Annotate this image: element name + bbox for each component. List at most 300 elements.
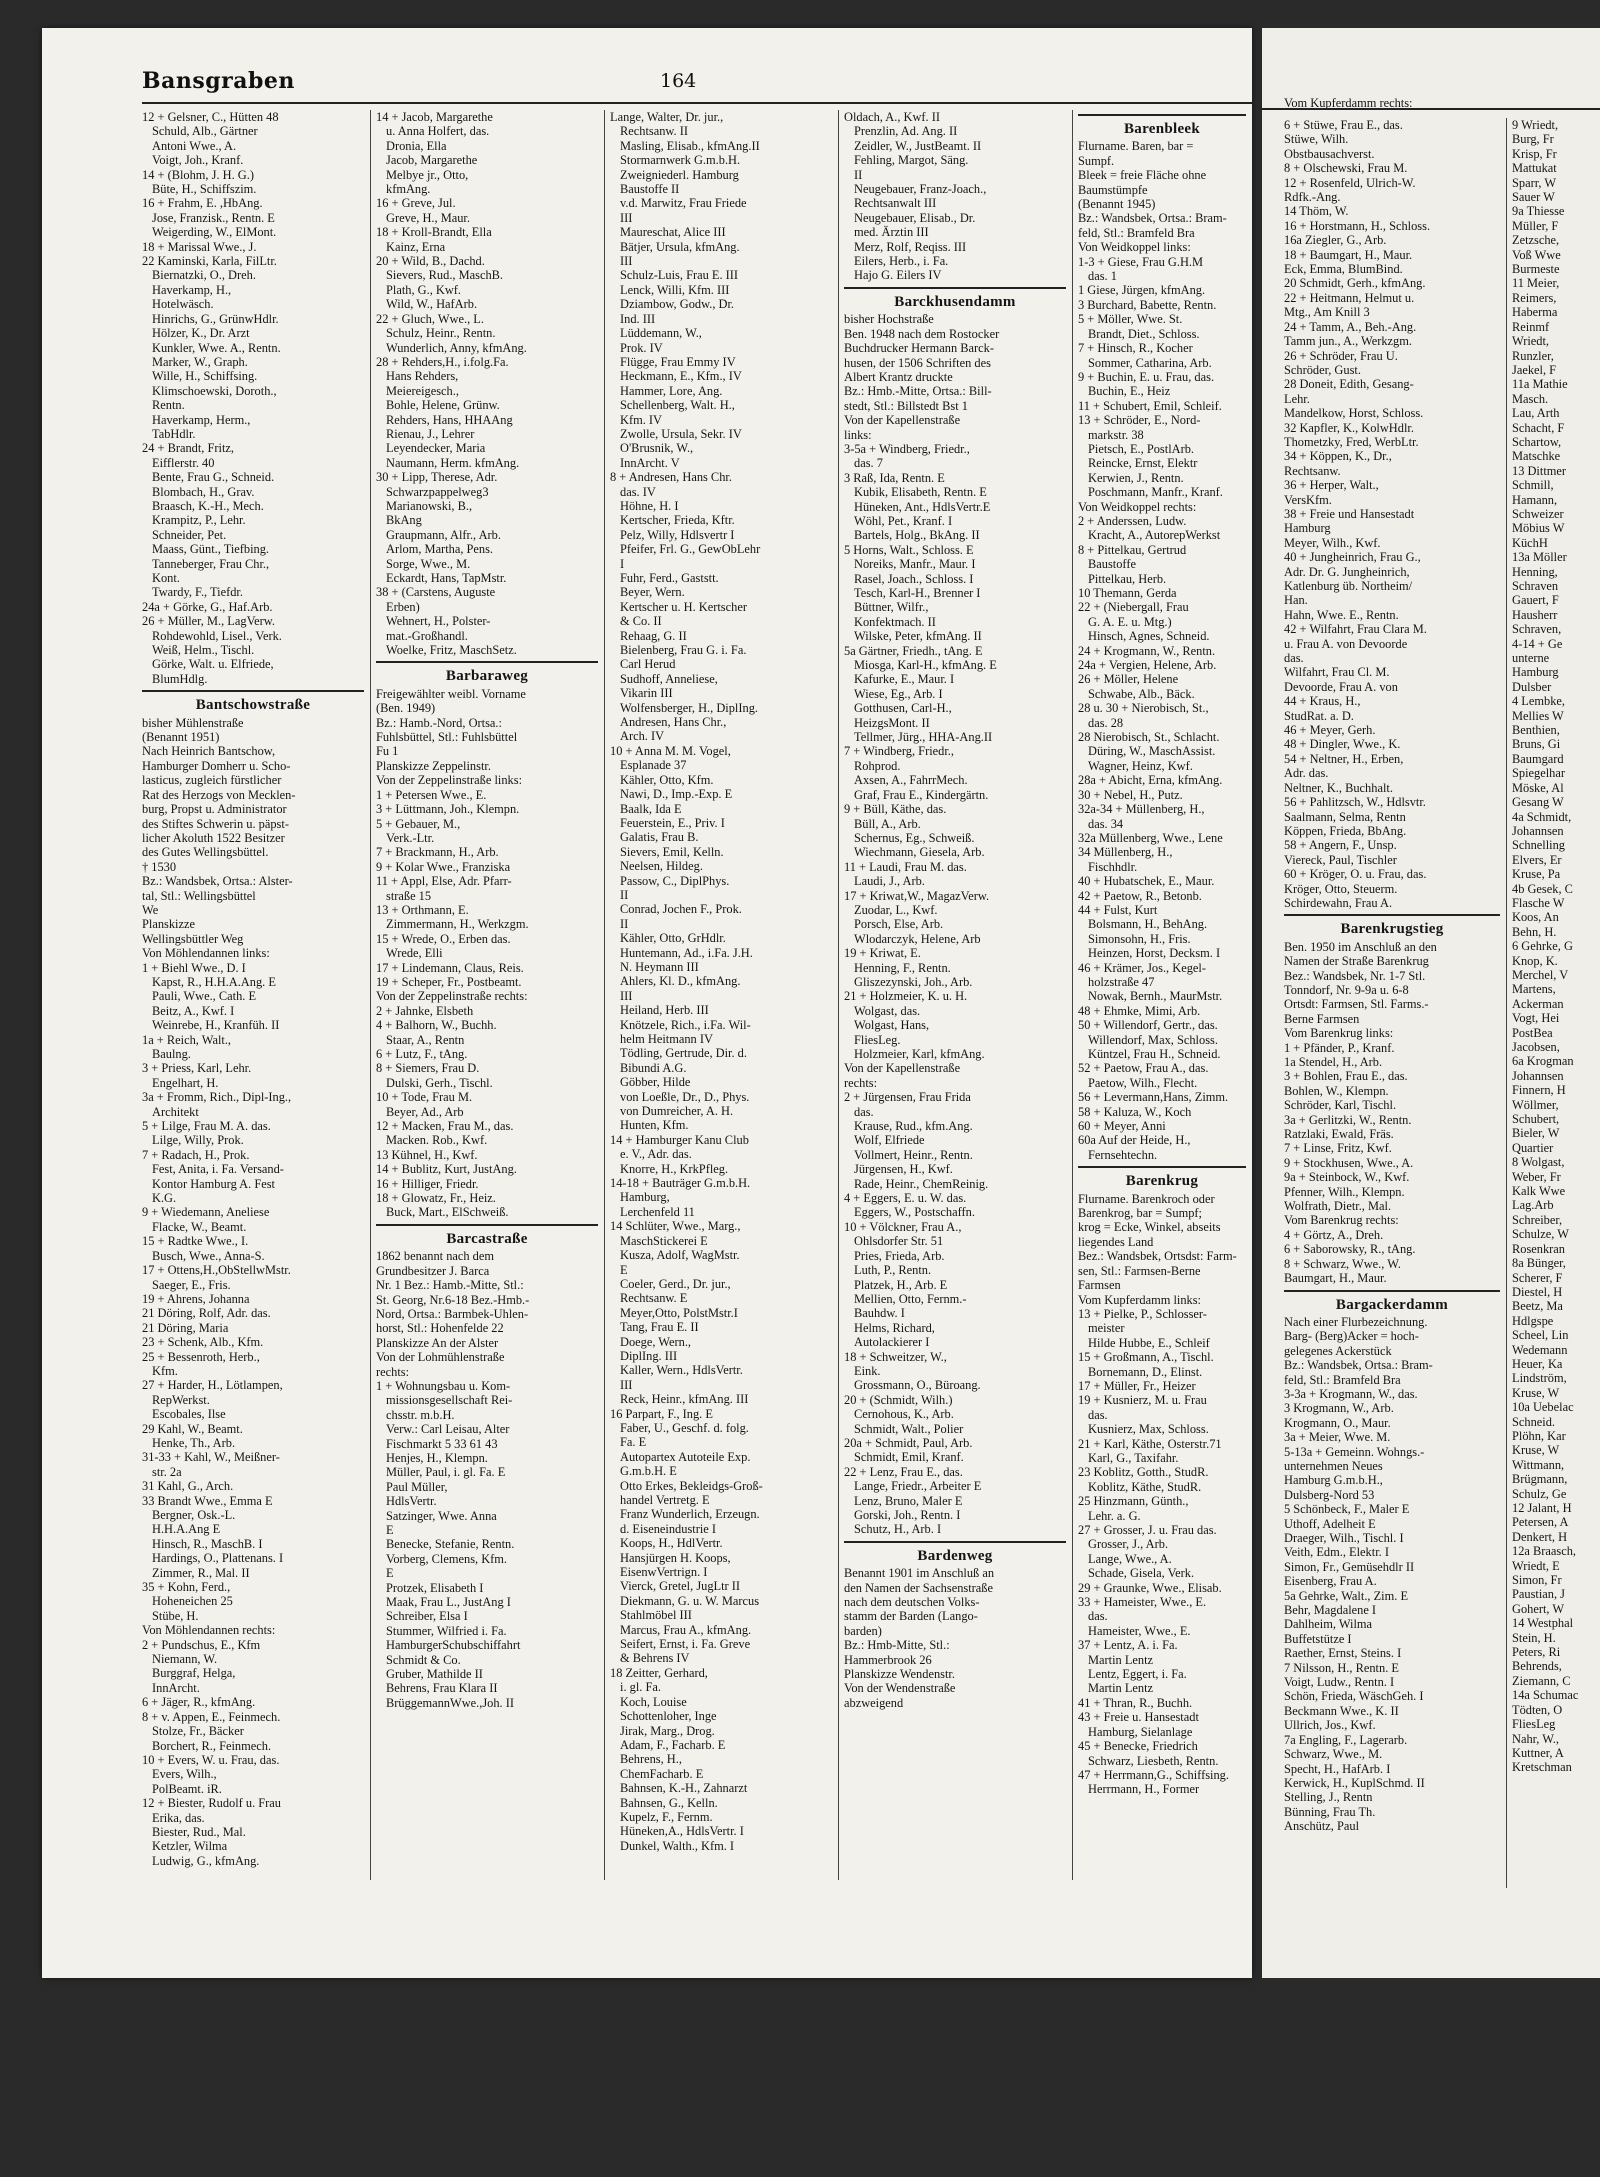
entry-line: Platzek, H., Arb. E [854, 1277, 948, 1292]
entry-line: 8 + Schwarz, Wwe., W. [1284, 1256, 1401, 1271]
entry-line: Ind. III [620, 311, 656, 326]
entry-line: InnArcht. [152, 1680, 200, 1695]
entry-line: Albert Krantz druckte [844, 369, 953, 384]
entry-line: Faber, U., Geschf. d. folg. [620, 1420, 749, 1435]
entry-line: missionsgesellschaft Rei- [386, 1393, 513, 1408]
entry-line: Lenck, Willi, Kfm. III [620, 282, 730, 297]
entry-line: 6 + Stüwe, Frau E., das. [1284, 118, 1403, 132]
entry-line: Ben. 1950 im Anschluß an den [1284, 939, 1437, 954]
street-heading: Bardenweg [917, 1547, 993, 1564]
entry-line: Burmeste [1512, 262, 1560, 277]
entry-line: Hinrichs, G., GrünwHdlr. [152, 311, 279, 326]
entry-line: Willendorf, Max, Schloss. [1088, 1032, 1218, 1047]
entry-line: Buck, Mart., ElSchweiß. [386, 1205, 509, 1220]
entry-line: Kerwick, H., KuplSchmd. II [1284, 1775, 1425, 1790]
entry-line: 21 Döring, Rolf, Adr. das. [142, 1306, 271, 1321]
entry-line: 17 + Kriwat,W., MagazVerw. [844, 888, 990, 903]
entry-line: Beyer, Wern. [620, 585, 685, 600]
entry-line: 8 + Siemers, Frau D. [376, 1061, 480, 1076]
entry-line: 16a Ziegler, G., Arb. [1284, 233, 1387, 248]
entry-line: Stein, H. [1512, 1630, 1556, 1645]
entry-line: feld, Stl.: Bramfeld Bra [1078, 225, 1195, 240]
entry-line: Baustoffe II [620, 182, 680, 197]
entry-line: Schön, Frieda, WäschGeh. I [1284, 1689, 1424, 1704]
entry-line: EisenwVertrign. I [620, 1565, 708, 1580]
entry-line: des Stiftes Schwerin u. päpst- [142, 816, 289, 831]
entry-line: FliesLeg. [854, 1032, 901, 1047]
section-rule [142, 690, 364, 692]
entry-line: liegendes Land [1078, 1234, 1154, 1249]
entry-line: Braasch, K.-H., Mech. [152, 498, 264, 513]
entry-line: 14 Westphal [1512, 1616, 1574, 1631]
entry-line: 10 + Anna M. M. Vogel, [610, 743, 731, 758]
entry-line: Nawi, D., Imp.-Exp. E [620, 787, 733, 802]
entry-line: 19 + Scheper, Fr., Postbeamt. [376, 974, 522, 989]
entry-line: Zwolle, Ursula, Sekr. IV [620, 426, 742, 441]
entry-line: 12 + Biester, Rudolf u. Frau [142, 1796, 281, 1811]
street-heading: Bargackerdamm [1335, 1296, 1449, 1313]
facing-page [1262, 28, 1600, 1978]
entry-line: Meiereigesch., [386, 383, 459, 398]
entry-line: Hausherr [1512, 607, 1558, 622]
entry-line: Knötzele, Rich., i.Fa. Wil- [620, 1017, 751, 1032]
entry-line: 3 + Priess, Karl, Lehr. [142, 1061, 252, 1076]
entry-line: 20 Schmidt, Gerh., kfmAng. [1284, 276, 1426, 291]
directory-page [42, 28, 1252, 1978]
entry-line: Twardy, F., Tiefdr. [152, 585, 243, 600]
entry-line: Vom Barenkrug links: [1284, 1026, 1394, 1041]
entry-line: Heuer, Ka [1512, 1356, 1563, 1371]
entry-line: Rdfk.-Ang. [1284, 190, 1341, 205]
entry-line: 22 + Heitmann, Helmut u. [1284, 290, 1415, 305]
entry-line: Biernatzki, O., Dreh. [152, 268, 256, 283]
entry-line: das. [1088, 1407, 1108, 1422]
entry-line: Lehr. [1284, 391, 1310, 406]
entry-line: Vom Barenkrug rechts: [1284, 1213, 1399, 1228]
entry-line: 30 + Nebel, H., Putz. [1078, 787, 1183, 802]
entry-line: 26 + Möller, Helene [1078, 672, 1179, 687]
entry-line: 15 + Radtke Wwe., I. [142, 1234, 249, 1249]
entry-line: Mellien, Otto, Fernm.- [854, 1291, 967, 1306]
entry-line: E [620, 1262, 628, 1277]
entry-line: 28 + Rehders,H., i.folg.Fa. [376, 354, 509, 369]
entry-line: Kainz, Erna [386, 239, 446, 254]
entry-line: 22 + (Niebergall, Frau [1078, 600, 1189, 615]
entry-line: Lerchenfeld 11 [620, 1204, 695, 1219]
entry-line: 52 + Paetow, Frau A., das. [1078, 1061, 1209, 1076]
entry-line: VersKfm. [1284, 492, 1332, 507]
entry-line: 8 + Pittelkau, Gertrud [1078, 542, 1187, 557]
entry-line: Koblitz, Käthe, StudR. [1088, 1479, 1202, 1494]
entry-line: Stelling, J., Rentn [1284, 1790, 1373, 1805]
entry-line: Stormarnwerk G.m.b.H. [620, 153, 741, 168]
entry-line: 54 + Neltner, H., Erben, [1284, 751, 1404, 766]
entry-line: Gorski, Joh., Rentn. I [854, 1508, 961, 1522]
entry-line: 14 Thöm, W. [1284, 204, 1349, 219]
entry-line: Stummer, Wilfried i. Fa. [386, 1623, 507, 1638]
entry-line: Dziambow, Godw., Dr. [620, 297, 735, 312]
entry-line: stamm der Barden (Lango- [844, 1609, 978, 1624]
entry-line: Bruns, Gi [1512, 737, 1561, 752]
entry-line: Hamburg [1512, 665, 1559, 680]
entry-line: Von Weidkoppel links: [1078, 240, 1191, 255]
entry-line: Satzinger, Wwe. Anna [386, 1508, 497, 1523]
entry-line: Wiese, Eg., Arb. I [854, 686, 943, 701]
entry-line: Ketzler, Wilma [152, 1839, 228, 1854]
entry-line: Maass, Günt., Tiefbing. [152, 542, 270, 557]
entry-line: 12 + Macken, Frau M., das. [376, 1119, 514, 1134]
entry-line: Von Weidkoppel rechts: [1078, 499, 1197, 514]
entry-line: Schröder, Karl, Tischl. [1284, 1098, 1397, 1113]
entry-line: 25 Hinzmann, Günth., [1078, 1494, 1189, 1509]
entry-line: Bergner, Osk.-L. [152, 1508, 236, 1522]
entry-line: Krisp, Fr [1512, 146, 1557, 161]
entry-line: Fischhdlr. [1088, 859, 1138, 874]
entry-line: Gruber, Mathilde II [386, 1667, 483, 1682]
entry-line: 3 Krogmann, W., Arb. [1284, 1401, 1394, 1416]
entry-line: 20 + (Schmidt, Wilh.) [844, 1392, 953, 1407]
entry-line: 22 + Gluch, Wwe., L. [376, 311, 484, 326]
page-number: 164 [660, 70, 697, 92]
entry-line: Von Möhlendannen links: [142, 946, 270, 961]
entry-line: Sparr, W [1512, 175, 1557, 190]
entry-line: Plath, G., Kwf. [386, 282, 462, 297]
entry-line: Bünning, Frau Th. [1284, 1804, 1376, 1819]
entry-line: Galatis, Frau B. [620, 830, 699, 845]
entry-line: Burg, Fr [1512, 132, 1554, 147]
entry-line: Bz.: Hmb.-Mitte, Ortsa.: Bill- [844, 384, 992, 399]
entry-line: Flasche W [1512, 895, 1565, 910]
entry-line: 31 Kahl, G., Arch. [142, 1479, 234, 1494]
entry-line: Görke, Walt. u. Elfriede, [152, 657, 274, 672]
entry-line: kfmAng. [386, 182, 431, 197]
entry-line: Martin Lentz [1088, 1652, 1154, 1667]
entry-line: Wehnert, H., Polster- [386, 614, 491, 629]
entry-line: 12 + Gelsner, C., Hütten 48 [142, 110, 279, 124]
entry-line: Kontor Hamburg A. Fest [152, 1176, 275, 1191]
entry-line: Stolze, Fr., Bäcker [152, 1724, 244, 1739]
entry-line: 9 + Stockhusen, Wwe., A. [1284, 1155, 1414, 1170]
entry-line: Schnelling [1512, 838, 1565, 853]
entry-line: stedt, Stl.: Billstedt Bst 1 [844, 398, 968, 413]
entry-line: Hamburg, [620, 1190, 670, 1205]
entry-line: 21 + Karl, Käthe, Osterstr.71 [1078, 1436, 1222, 1451]
entry-line: Schwarz, Wwe., M. [1284, 1747, 1383, 1762]
entry-line: 10 + Völckner, Frau A., [844, 1219, 962, 1234]
entry-line: Büte, H., Schiffszim. [152, 182, 257, 197]
entry-line: Tanneberger, Frau Chr., [152, 556, 270, 571]
entry-line: Ahlers, Kl. D., kfmAng. [620, 974, 741, 989]
entry-line: Grundbesitzer J. Barca [376, 1263, 490, 1278]
entry-line: Hansjürgen H. Koops, [620, 1550, 731, 1565]
entry-line: Lüddemann, W., [620, 326, 702, 341]
entry-line: Knop, K. [1512, 953, 1558, 968]
entry-line: & Co. II [620, 614, 662, 629]
entry-line: Schutz, H., Arb. I [854, 1522, 942, 1537]
column-divider [1072, 110, 1073, 1880]
entry-line: Zuodar, L., Kwf. [854, 902, 938, 917]
entry-line: Woelke, Fritz, MaschSetz. [386, 643, 517, 658]
entry-line: Hamburg G.m.b.H., [1284, 1473, 1383, 1488]
entry-line: Eisenberg, Frau A. [1284, 1574, 1377, 1589]
entry-line: Hahn, Wwe. E., Rentn. [1284, 607, 1399, 622]
entry-line: 1 + Pfänder, P., Kranf. [1284, 1040, 1395, 1055]
entry-line: Kruse, Pa [1512, 867, 1561, 882]
entry-line: Merz, Rolf, Reqiss. III [854, 239, 967, 254]
entry-line: Kupelz, F., Fernm. [620, 1809, 713, 1824]
entry-line: Franz Wunderlich, Erzeugn. [620, 1507, 760, 1522]
entry-line: Zweigniederl. Hamburg [620, 167, 739, 182]
entry-line: Kont. [152, 571, 180, 585]
entry-line: 18 + Marissal Wwe., J. [142, 239, 257, 254]
entry-line: Conrad, Jochen F., Prok. [620, 902, 742, 917]
entry-line: Adam, F., Facharb. E [620, 1737, 726, 1752]
entry-line: 56 + Pahlitzsch, W., Hdlsvtr. [1284, 795, 1426, 810]
entry-line: Schröder, Gust. [1284, 362, 1361, 377]
entry-line: Baulng. [152, 1047, 191, 1061]
entry-line: III [620, 1377, 633, 1392]
entry-line: abzweigend [844, 1695, 904, 1710]
entry-line: Hüneken,A., HdlsVertr. I [620, 1824, 744, 1839]
entry-line: Rohprod. [854, 758, 901, 773]
entry-line: Arch. IV [620, 729, 665, 744]
entry-line: Hilde Hubbe, E., Schleif [1088, 1335, 1210, 1350]
entry-line: Bauhdw. I [854, 1306, 905, 1321]
entry-line: Verk.-Ltr. [386, 830, 435, 845]
entry-line: Weiß, Helm., Tischl. [152, 643, 255, 658]
entry-line: 6 + Saborowsky, R., tAng. [1284, 1242, 1416, 1257]
entry-line: Laudi, J., Arb. [854, 874, 925, 889]
entry-line: Brügmann, [1512, 1472, 1568, 1487]
entry-line: 15 + Großmann, A., Tischl. [1078, 1350, 1214, 1365]
entry-line: Schulz-Luis, Frau E. III [620, 268, 739, 283]
entry-line: Eifflerstr. 40 [152, 455, 215, 470]
entry-line: 31-33 + Kahl, W., Meißner- [142, 1450, 280, 1465]
entry-line: Kafurke, E., Maur. I [854, 672, 955, 687]
entry-line: Köppen, Frieda, BbAng. [1284, 823, 1407, 838]
entry-line: Fu 1 [376, 744, 399, 759]
entry-line: Lau, Arth [1512, 406, 1560, 421]
entry-line: 34 + Köppen, K., Dr., [1284, 449, 1392, 464]
entry-line: Seifert, Ernst, i. Fa. Greve [620, 1637, 751, 1652]
entry-line: 27 + Harder, H., Lötlampen, [142, 1378, 283, 1393]
entry-line: Schmidt, Emil, Kranf. [854, 1450, 964, 1465]
entry-line: Reinmf [1512, 319, 1550, 334]
entry-line: Zeidler, W., JustBeamt. II [854, 138, 982, 153]
entry-line: Krogmann, O., Maur. [1284, 1415, 1391, 1430]
entry-line: Lange, Friedr., Arbeiter E [854, 1479, 982, 1494]
entry-line: Dahlheim, Wilma [1284, 1617, 1373, 1632]
entry-line: 2 + Anderssen, Ludw. [1078, 513, 1187, 528]
entry-line: Paustian, J [1512, 1587, 1566, 1602]
page-header [42, 68, 1252, 104]
entry-line: Wunderlich, Anny, kfmAng. [386, 340, 527, 355]
entry-line: Ackerman [1512, 996, 1564, 1011]
section-rule [1284, 914, 1500, 916]
entry-line: Maureschat, Alice III [620, 225, 726, 240]
entry-line: Raether, Ernst, Steins. I [1284, 1646, 1402, 1661]
entry-line: Mandelkow, Horst, Schloss. [1284, 406, 1424, 421]
entry-line: Von der Zeppelinstraße rechts: [376, 989, 528, 1004]
entry-line: Hölzer, K., Dr. Arzt [152, 326, 250, 341]
entry-line: Planskizze Zeppelinstr. [376, 758, 491, 773]
entry-line: Büll, A., Arb. [854, 816, 921, 831]
entry-line: holzstraße 47 [1088, 974, 1155, 989]
entry-line: 15 + Wrede, O., Erben das. [376, 931, 511, 946]
entry-line: feld, Stl.: Bramfeld Bra [1284, 1372, 1401, 1387]
entry-line: Melbye jr., Otto, [386, 167, 469, 182]
entry-line: 50 + Willendorf, Gertr., das. [1078, 1018, 1218, 1033]
entry-line: Neugebauer, Elisab., Dr. [854, 210, 976, 225]
entry-line: Hamburg, Sielanlage [1088, 1724, 1193, 1739]
entry-line: 8 Wolgast, [1512, 1155, 1565, 1170]
entry-line: Nowak, Bernh., MaurMstr. [1088, 989, 1223, 1004]
entry-line: E [386, 1566, 394, 1581]
entry-line: 40 + Jungheinrich, Frau G., [1284, 550, 1421, 565]
entry-line: Knorre, H., KrkPfleg. [620, 1161, 729, 1176]
entry-line: 4b Gesek, C [1512, 881, 1573, 896]
entry-line: 19 + Kusnierz, M. u. Frau [1078, 1393, 1207, 1408]
entry-line: HeizgsMont. II [854, 715, 930, 730]
entry-line: Gesang W [1512, 795, 1564, 810]
entry-line: des Gutes Wellingsbüttel. [142, 845, 269, 860]
entry-line: Weigerding, W., ElMont. [152, 225, 277, 240]
entry-line: Nach Heinrich Bantschow, [142, 744, 276, 759]
entry-line: Neltner, K., Buchhalt. [1284, 780, 1393, 795]
entry-line: Niemann, W. [152, 1652, 218, 1667]
entry-line: Martin Lentz [1088, 1681, 1154, 1696]
entry-line: 13a Möller [1512, 550, 1567, 565]
entry-line: 11 + Appl, Else, Adr. Pfarr- [376, 874, 512, 889]
entry-line: Kerwien, J., Rentn. [1088, 470, 1184, 485]
entry-line: Kusza, Adolf, WagMstr. [620, 1248, 740, 1263]
entry-line: PolBeamt. iR. [152, 1781, 222, 1796]
entry-line: 38 + (Carstens, Auguste [376, 585, 496, 600]
entry-line: Oldach, A., Kwf. II [844, 110, 941, 124]
entry-line: Meyer, Wilh., Kwf. [1284, 535, 1381, 550]
entry-line: u. Frau A. von Devoorde [1284, 636, 1408, 651]
entry-line: Beyer, Ad., Arb [386, 1104, 464, 1119]
entry-line: Schacht, F [1512, 420, 1565, 435]
entry-line: Wolfrath, Dietr., Mal. [1284, 1199, 1392, 1214]
entry-line: Pauli, Wwe., Cath. E [152, 989, 257, 1004]
entry-line: Wolf, Elfriede [854, 1133, 925, 1148]
entry-line: Reimers, [1512, 290, 1557, 305]
entry-line: 17 + Lindemann, Claus, Reis. [376, 960, 524, 975]
entry-line: Schmidt, Walt., Polier [854, 1421, 964, 1436]
entry-line: Krampitz, P., Lehr. [152, 513, 246, 528]
entry-line: (Ben. 1949) [376, 701, 436, 716]
entry-line: Hajo G. Eilers IV [854, 268, 942, 283]
entry-line: 28 Nierobisch, St., Schlacht. [1078, 730, 1220, 745]
entry-line: Gohert, W [1512, 1601, 1565, 1616]
entry-line: 5 + Gebauer, M., [376, 816, 461, 831]
entry-line: Pietsch, E., PostlArb. [1088, 441, 1195, 456]
entry-line: 4 + Görtz, A., Dreh. [1284, 1227, 1384, 1242]
entry-line: Fuhr, Ferd., Gaststt. [620, 571, 719, 585]
entry-line: Möske, Al [1512, 780, 1564, 795]
entry-line: 38 + Freie und Hansestadt [1284, 506, 1415, 521]
entry-line: den Namen der Sachsenstraße [844, 1580, 993, 1595]
entry-line: III [620, 254, 633, 269]
entry-line: Hammer, Lore, Ang. [620, 383, 723, 398]
entry-line: Marcus, Frau A., kfmAng. [620, 1622, 752, 1637]
entry-line: Runzler, [1512, 348, 1554, 363]
entry-line: 27 + Grosser, J. u. Frau das. [1078, 1523, 1217, 1537]
entry-line: Namen der Straße Barenkrug [1284, 954, 1429, 969]
section-rule [844, 287, 1066, 289]
entry-line: chsstr. m.b.H. [386, 1407, 455, 1422]
entry-line: Von der Kapellenstraße [844, 413, 961, 428]
entry-line: RepWerkst. [152, 1392, 210, 1407]
entry-line: Lilge, Willy, Prok. [152, 1133, 244, 1148]
entry-line: Baumgart, H., Maur. [1284, 1271, 1387, 1286]
entry-line: Wolgast, Hans, [854, 1018, 930, 1033]
entry-line: Rade, Heinr., ChemReinig. [854, 1176, 989, 1191]
entry-line: Vorberg, Clemens, Kfm. [386, 1551, 508, 1566]
entry-line: 21 + Holzmeier, K. u. H. [844, 989, 968, 1004]
entry-line: Kruse, W [1512, 1443, 1560, 1458]
entry-line: Rechtsanw. [1284, 463, 1341, 478]
entry-line: Obstbausachverst. [1284, 146, 1375, 161]
column-3 [610, 110, 832, 1890]
entry-line: Henning, F., Rentn. [854, 960, 951, 975]
entry-line: Doege, Wern., [620, 1334, 692, 1349]
entry-line: I [620, 556, 625, 571]
entry-line: Tödten, O [1512, 1702, 1563, 1717]
entry-line: 7 + Radach, H., Prok. [142, 1147, 250, 1162]
entry-line: 3 + Lüttmann, Joh., Klempn. [376, 802, 520, 817]
entry-line: Arlom, Martha, Pens. [386, 542, 494, 557]
entry-line: Esplanade 37 [620, 758, 687, 773]
entry-line: H.H.A.Ang E [152, 1522, 221, 1537]
entry-line: 5a Gärtner, Friedh., tAng. E [844, 643, 983, 658]
entry-line: Simon, Fr., Gemüsehdlr II [1284, 1559, 1415, 1574]
entry-line: Vogt, Hei [1512, 1011, 1560, 1026]
entry-line: 10 + Tode, Frau M. [376, 1090, 473, 1105]
entry-line: Stüwe, Wilh. [1284, 132, 1349, 147]
entry-line: KüchH [1512, 535, 1548, 550]
entry-line: Tesch, Karl-H., Brenner I [854, 586, 981, 600]
entry-line: II [620, 916, 629, 931]
entry-line: Dulsberg-Nord 53 [1284, 1487, 1375, 1502]
entry-line: Marker, W., Graph. [152, 354, 248, 369]
entry-line: licher Akoluth 1522 Besitzer [142, 830, 285, 845]
section-rule [1078, 114, 1246, 116]
entry-line: Feuerstein, E., Priv. I [620, 815, 725, 830]
entry-line: Maak, Frau L., JustAng I [386, 1595, 511, 1610]
entry-line: II [854, 167, 863, 182]
entry-line: Erben) [386, 599, 420, 614]
entry-line: Schade, Gisela, Verk. [1088, 1566, 1195, 1581]
entry-line: 6 + Lutz, F., tAng. [376, 1047, 468, 1061]
entry-line: 25 + Bessenroth, Herb., [142, 1349, 260, 1364]
entry-line: Flurname. Baren, bar = [1078, 139, 1194, 154]
entry-line: 37 + Lentz, A. i. Fa. [1078, 1638, 1178, 1653]
entry-line: 6 + Jäger, R., kfmAng. [142, 1695, 256, 1710]
entry-line: Nord, Ortsa.: Barmbek-Uhlen- [376, 1306, 529, 1321]
entry-line: Wriedt, [1512, 334, 1550, 349]
entry-line: StudRat. a. D. [1284, 708, 1354, 723]
section-rule [376, 1224, 598, 1226]
entry-line: Behrens, Frau Klara II [386, 1681, 498, 1696]
entry-line: das. [1284, 651, 1304, 666]
entry-line: Busch, Wwe., Anna-S. [152, 1248, 265, 1263]
entry-line: Benecke, Stefanie, Rentn. [386, 1537, 515, 1552]
entry-line: Prenzlin, Ad. Ang. II [854, 124, 958, 139]
entry-line: mat.-Großhandl. [386, 628, 468, 643]
entry-line: Brandt, Diet., Schloss. [1088, 326, 1200, 341]
